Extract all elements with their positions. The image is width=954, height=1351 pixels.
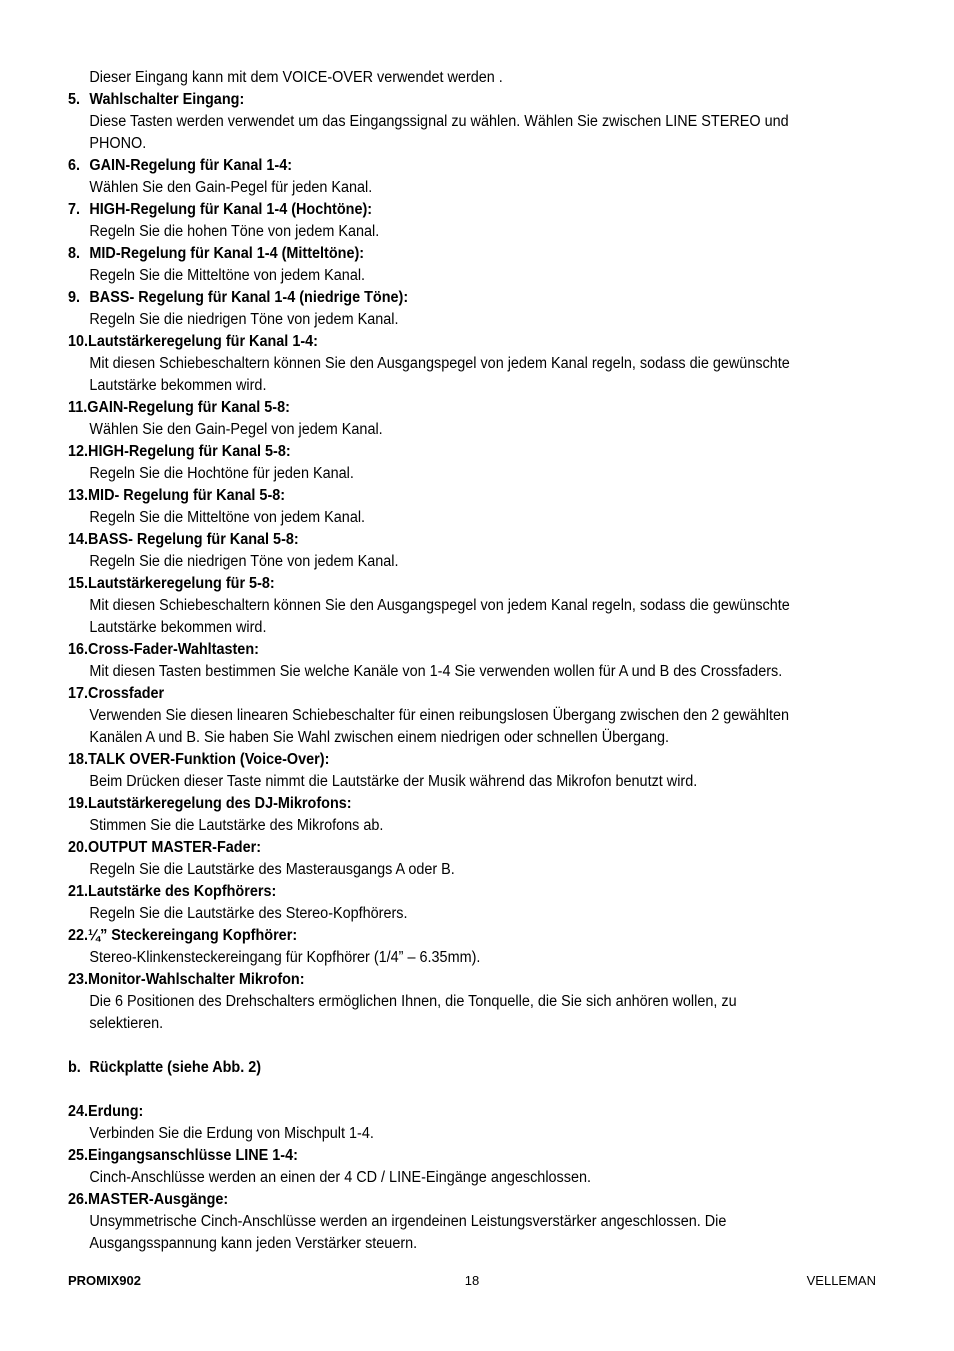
item-description: Regeln Sie die Lautstärke des Masterausgangs A oder B. (89, 861, 455, 878)
list-item (68, 155, 812, 199)
item-number: 19. (68, 795, 89, 812)
item-number: 8. (68, 245, 81, 262)
item-number: 26. (68, 1191, 89, 1208)
item-title: Lautstärke des Kopfhörers: (88, 883, 277, 900)
item-heading (68, 837, 812, 859)
item-description: Mit diesen Tasten bestimmen Sie welche Kanäle von 1-4 Sie verwenden wollen für A und B des Crossfaders. (89, 663, 783, 680)
item-title: Crossfader (88, 685, 165, 702)
item-number: 10. (68, 333, 89, 350)
item-title: Cross-Fader-Wahltasten: (88, 641, 259, 658)
item-description: Verbinden Sie die Erdung von Mischpult 1-4. (89, 1125, 374, 1142)
item-title: HIGH-Regelung für Kanal 1-4 (Hochtöne): (89, 201, 373, 218)
item-title: GAIN-Regelung für Kanal 1-4: (89, 157, 293, 174)
item-number: 21. (68, 883, 89, 900)
item-heading (68, 89, 812, 111)
item-heading (68, 331, 812, 353)
list-item (68, 925, 812, 969)
list-item (68, 397, 812, 441)
list-item (68, 331, 812, 397)
item-number: 20. (68, 839, 89, 856)
item-description: Stimmen Sie die Lautstärke des Mikrofons ab. (89, 817, 384, 834)
list-item (68, 199, 812, 243)
item-description: Wählen Sie den Gain-Pegel von jedem Kanal. (89, 421, 383, 438)
item-heading (68, 969, 812, 991)
item-heading (68, 683, 812, 705)
document-body (68, 67, 812, 1255)
item-heading (68, 1189, 812, 1211)
item-title: Eingangsanschlüsse LINE 1-4: (88, 1147, 298, 1164)
item-number: 18. (68, 751, 89, 768)
list-item (68, 1101, 812, 1145)
item-title: OUTPUT MASTER-Fader: (88, 839, 262, 856)
item-description: Regeln Sie die Mitteltöne von jedem Kanal. (89, 509, 366, 526)
item-description: Mit diesen Schiebeschaltern können Sie den Ausgangspegel von jedem Kanal regeln, sodass die gewünschte Lautstärke bekommen wird. (89, 597, 790, 636)
list-item (68, 287, 812, 331)
footer-page-number: 18 (464, 1273, 480, 1288)
item-title: BASS- Regelung für Kanal 1-4 (niedrige Töne): (89, 289, 409, 306)
item-heading (68, 287, 812, 309)
list-item (68, 243, 812, 287)
list-item (68, 793, 812, 837)
item-description: Regeln Sie die niedrigen Töne von jedem Kanal. (89, 311, 399, 328)
item-heading (68, 639, 812, 661)
list-item (68, 485, 812, 529)
item-heading (68, 1101, 812, 1123)
item-description: Die 6 Positionen des Drehschalters ermöglichen Ihnen, die Tonquelle, die Sie sich anhören wollen, zu selektieren. (89, 993, 737, 1032)
item-description: Wählen Sie den Gain-Pegel für jeden Kanal. (89, 179, 373, 196)
item-description: Beim Drücken dieser Taste nimmt die Lautstärke der Musik während das Mikrofon benutzt wird. (89, 773, 698, 790)
list-item (68, 749, 812, 793)
item-description: Verwenden Sie diesen linearen Schiebeschalter für einen reibungslosen Übergang zwischen den 2 gewählten Kanälen A und B. Sie haben Sie Wahl zwischen einem niedrigen oder schnellen Übergang. (89, 707, 789, 746)
list-item (68, 1189, 812, 1255)
item-title: HIGH-Regelung für Kanal 5-8: (88, 443, 291, 460)
item-number: 6. (68, 157, 81, 174)
item-heading (68, 529, 812, 551)
item-number: 23. (68, 971, 89, 988)
list-item (68, 89, 812, 155)
section-heading-b (68, 1057, 812, 1079)
item-description: Regeln Sie die Lautstärke des Stereo-Kopfhörers. (89, 905, 408, 922)
item-title: BASS- Regelung für Kanal 5-8: (88, 531, 299, 548)
section-title: Rückplatte (siehe Abb. 2) (89, 1059, 262, 1076)
item-description: Regeln Sie die Mitteltöne von jedem Kanal. (89, 267, 366, 284)
item-heading (68, 881, 812, 903)
item-number: 9. (68, 289, 81, 306)
item-title: ¼” Steckereingang Kopfhörer: (88, 927, 298, 944)
item-title: Lautstärkeregelung für Kanal 1-4: (88, 333, 318, 350)
item-title: Lautstärkeregelung des DJ-Mikrofons: (88, 795, 352, 812)
item-number: 14. (68, 531, 89, 548)
item-title: Erdung: (88, 1103, 144, 1120)
item-title: Wahlschalter Eingang: (89, 91, 245, 108)
item-description: Regeln Sie die Hochtöne für jeden Kanal. (89, 465, 354, 482)
list-item (68, 441, 812, 485)
item-title: Lautstärkeregelung für 5-8: (88, 575, 275, 592)
item-heading (68, 485, 812, 507)
item-description: Cinch-Anschlüsse werden an einen der 4 CD / LINE-Eingänge angeschlossen. (89, 1169, 592, 1186)
item-heading (68, 573, 812, 595)
page-footer (68, 1273, 876, 1291)
list-item (68, 639, 812, 683)
list-item (68, 969, 812, 1035)
item-number: 25. (68, 1147, 89, 1164)
item-heading (68, 793, 812, 815)
item-number: 13. (68, 487, 89, 504)
item-title: MASTER-Ausgänge: (88, 1191, 229, 1208)
item-list-b (68, 1101, 812, 1255)
item-number: 16. (68, 641, 89, 658)
item-title: Monitor-Wahlschalter Mikrofon: (88, 971, 305, 988)
intro-text: Dieser Eingang kann mit dem VOICE-OVER verwendet werden . (89, 69, 503, 86)
item-description: Regeln Sie die hohen Töne von jedem Kanal. (89, 223, 380, 240)
item-list-a (68, 89, 812, 1035)
item-title: TALK OVER-Funktion (Voice-Over): (88, 751, 330, 768)
item-title: GAIN-Regelung für Kanal 5-8: (87, 399, 290, 416)
section-number: b. (68, 1059, 81, 1076)
list-item (68, 881, 812, 925)
item-description: Stereo-Klinkensteckereingang für Kopfhörer (1/4” – 6.35mm). (89, 949, 481, 966)
item-description: Diese Tasten werden verwendet um das Eingangssignal zu wählen. Wählen Sie zwischen LINE STEREO und PHONO. (89, 113, 789, 152)
footer-model: PROMIX902 (68, 1273, 141, 1288)
item-heading (68, 925, 812, 947)
item-number: 11. (68, 399, 88, 416)
item-number: 7. (68, 201, 81, 218)
item-title: MID-Regelung für Kanal 1-4 (Mitteltöne): (89, 245, 365, 262)
item-number: 24. (68, 1103, 89, 1120)
list-item (68, 529, 812, 573)
item-title: MID- Regelung für Kanal 5-8: (88, 487, 286, 504)
item-heading (68, 397, 812, 419)
item-description: Regeln Sie die niedrigen Töne von jedem Kanal. (89, 553, 399, 570)
item-number: 15. (68, 575, 89, 592)
item-description: Unsymmetrische Cinch-Anschlüsse werden an irgendeinen Leistungsverstärker angeschlossen. Die Ausgangsspannung kann jeden Verstärker steuern. (89, 1213, 727, 1252)
list-item (68, 1145, 812, 1189)
item-heading (68, 199, 812, 221)
item-heading (68, 1145, 812, 1167)
item-number: 17. (68, 685, 89, 702)
item-heading (68, 441, 812, 463)
list-item (68, 683, 812, 749)
footer-brand: VELLEMAN (806, 1273, 876, 1288)
item-number: 5. (68, 91, 81, 108)
list-item (68, 573, 812, 639)
list-item (68, 837, 812, 881)
item-number: 22. (68, 927, 89, 944)
item-number: 12. (68, 443, 89, 460)
item-heading (68, 155, 812, 177)
item-description: Mit diesen Schiebeschaltern können Sie den Ausgangspegel von jedem Kanal regeln, sodass die gewünschte Lautstärke bekommen wird. (89, 355, 790, 394)
item-heading (68, 749, 812, 771)
item-heading (68, 243, 812, 265)
